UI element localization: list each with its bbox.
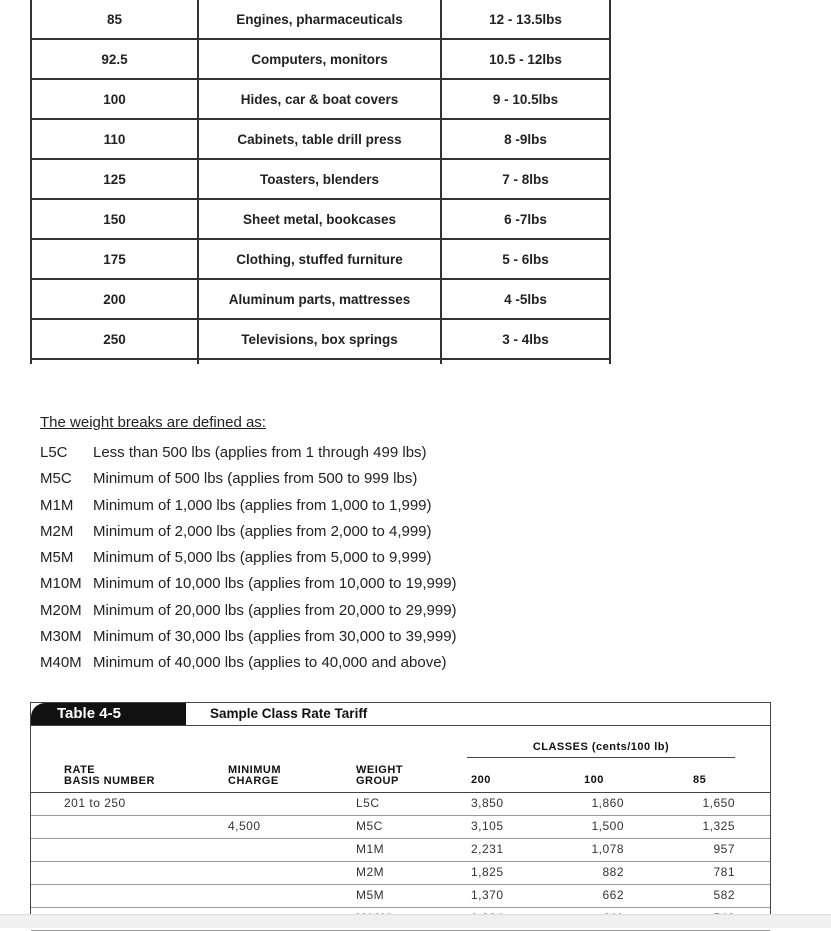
tariff-row-divider: [31, 907, 770, 908]
tariff-cell-wg: M2M: [356, 865, 385, 879]
weight-break-code: M2M: [40, 522, 74, 540]
density-row: [31, 39, 610, 79]
density-row: [31, 199, 610, 239]
weight-break-code: M20M: [40, 601, 82, 619]
tariff-cell-c85: 1,325: [702, 819, 735, 833]
density-cell-examples: Hides, car & boat covers: [198, 79, 441, 119]
density-cell-examples: Aluminum parts, mattresses: [198, 279, 441, 319]
density-cell-examples: Clothing, stuffed furniture: [198, 239, 441, 279]
col-head-minimum: [228, 765, 281, 787]
density-cell-examples: Cabinets, table drill press: [198, 119, 441, 159]
tariff-row-divider: [31, 861, 770, 862]
tariff-cell-c85: 1,650: [702, 796, 735, 810]
weight-break-code: M30M: [40, 628, 82, 646]
col-head-rate: [64, 765, 155, 787]
tariff-cell-wg: M5M: [356, 888, 385, 902]
density-cell-class: 100: [31, 79, 198, 119]
density-cell-density: 7 - 8lbs: [441, 159, 610, 199]
tariff-cell-wg: L5C: [356, 796, 380, 810]
density-cell-class: 85: [31, 0, 198, 39]
weight-break-description: Minimum of 5,000 lbs (applies from 5,000 to 9,999): [93, 549, 432, 567]
density-row: [31, 79, 610, 119]
tariff-cell-wg: M5C: [356, 819, 383, 833]
col-head-wg-line1: WEIGHT: [356, 764, 403, 776]
density-cell-examples: Toasters, blenders: [198, 159, 441, 199]
density-cell-density: 12 - 13.5lbs: [441, 0, 610, 39]
tariff-cell-c100: 662: [602, 888, 624, 902]
weight-break-item: [40, 650, 457, 676]
tariff-cell-c100: 1,860: [591, 796, 624, 810]
weight-breaks-section: [40, 412, 457, 677]
density-cell-density: 6 -7lbs: [441, 199, 610, 239]
weight-break-code: M1M: [40, 496, 74, 514]
freight-class-table: [30, 0, 611, 364]
tariff-cell-wg: M1M: [356, 842, 385, 856]
density-cell-class: 125: [31, 159, 198, 199]
weight-breaks-list: [40, 440, 457, 677]
tariff-row-divider: [31, 884, 770, 885]
weight-break-item: [40, 440, 457, 466]
density-cell-examples: Sheet metal, bookcases: [198, 199, 441, 239]
weight-break-item: [40, 571, 457, 597]
density-cell-class: 175: [31, 239, 198, 279]
tariff-cell-c85: 957: [713, 842, 735, 856]
density-cell-examples: Computers, monitors: [198, 39, 441, 79]
weight-break-description: Minimum of 40,000 lbs (applies to 40,000 and above): [93, 654, 447, 672]
density-row: [31, 0, 610, 39]
weight-breaks-heading: The weight breaks are defined as:: [40, 414, 266, 431]
weight-break-description: Minimum of 500 lbs (applies from 500 to 999 lbs): [93, 470, 418, 488]
weight-break-description: Minimum of 2,000 lbs (applies from 2,000 to 4,999): [93, 522, 432, 540]
density-row: [31, 159, 610, 199]
weight-break-code: L5C: [40, 444, 68, 461]
density-cell-density: 4 -5lbs: [441, 279, 610, 319]
sample-class-rate-tariff: [30, 702, 771, 927]
density-cell-class: 110: [31, 119, 198, 159]
tariff-row-divider: [31, 815, 770, 816]
weight-break-description: Minimum of 10,000 lbs (applies from 10,000 to 19,999): [93, 575, 457, 593]
density-cell-examples: Engines, pharmaceuticals: [198, 0, 441, 39]
density-cell-class: 150: [31, 199, 198, 239]
tariff-cell-c200: 2,231: [471, 842, 504, 856]
density-table-tail: [31, 359, 610, 364]
col-head-min-line2: CHARGE: [228, 775, 279, 787]
density-cell-class: 92.5: [31, 39, 198, 79]
weight-break-description: Minimum of 1,000 lbs (applies from 1,000 to 1,999): [93, 496, 432, 514]
density-cell-density: 9 - 10.5lbs: [441, 79, 610, 119]
density-cell-density: 3 - 4lbs: [441, 319, 610, 359]
col-head-class-200: 200: [471, 774, 491, 786]
col-head-class-100: 100: [584, 774, 604, 786]
classes-heading: CLASSES (cents/100 lb): [532, 741, 670, 753]
table-label: Table 4-5: [31, 703, 186, 725]
col-head-rate-line2: BASIS NUMBER: [64, 775, 155, 787]
weight-break-description: Minimum of 20,000 lbs (applies from 20,000 to 29,999): [93, 601, 457, 619]
weight-break-code: M5C: [40, 470, 72, 488]
weight-break-item: [40, 466, 457, 492]
weight-break-description: Minimum of 30,000 lbs (applies from 30,000 to 39,999): [93, 628, 457, 646]
weight-break-code: M10M: [40, 575, 82, 593]
col-head-rate-line1: RATE: [64, 764, 96, 776]
classes-divider: [467, 757, 735, 758]
tariff-cell-c200: 1,825: [471, 865, 504, 879]
weight-break-item: [40, 624, 457, 650]
density-cell-class: 200: [31, 279, 198, 319]
weight-break-code: M40M: [40, 654, 82, 672]
density-row: [31, 319, 610, 359]
weight-break-item: [40, 598, 457, 624]
tariff-cell-c85: 582: [713, 888, 735, 902]
col-head-min-line1: MINIMUM: [228, 764, 281, 776]
tariff-cell-c100: 882: [602, 865, 624, 879]
tariff-cell-c200: 3,850: [471, 796, 504, 810]
tariff-row-divider: [31, 838, 770, 839]
density-cell-class: 250: [31, 319, 198, 359]
density-cell-density: 5 - 6lbs: [441, 239, 610, 279]
weight-break-code: M5M: [40, 549, 74, 567]
tariff-cell-c100: 1,500: [591, 819, 624, 833]
tariff-cell-c200: 3,105: [471, 819, 504, 833]
density-cell-examples: Televisions, box springs: [198, 319, 441, 359]
density-table: [30, 0, 611, 364]
weight-break-item: [40, 519, 457, 545]
table-title: Sample Class Rate Tariff: [210, 706, 368, 721]
density-cell-density: 10.5 - 12lbs: [441, 39, 610, 79]
col-head-class-85: 85: [693, 774, 707, 786]
tariff-cell-rate: 201 to 250: [64, 796, 126, 810]
weight-break-item: [40, 545, 457, 571]
title-divider: [31, 725, 770, 726]
tariff-cell-c85: 781: [713, 865, 735, 879]
density-row: [31, 119, 610, 159]
col-head-weight-group: [356, 765, 403, 787]
tariff-cell-c200: 1,370: [471, 888, 504, 902]
density-row: [31, 239, 610, 279]
tariff-cell-c100: 1,078: [591, 842, 624, 856]
density-cell-density: 8 -9lbs: [441, 119, 610, 159]
weight-break-item: [40, 493, 457, 519]
header-divider: [31, 792, 770, 793]
weight-break-description: Less than 500 lbs (applies from 1 through 499 lbs): [93, 444, 427, 461]
horizontal-scrollbar[interactable]: [0, 914, 831, 928]
tariff-cell-min: 4,500: [228, 819, 261, 833]
density-row: [31, 279, 610, 319]
col-head-wg-line2: GROUP: [356, 775, 399, 787]
